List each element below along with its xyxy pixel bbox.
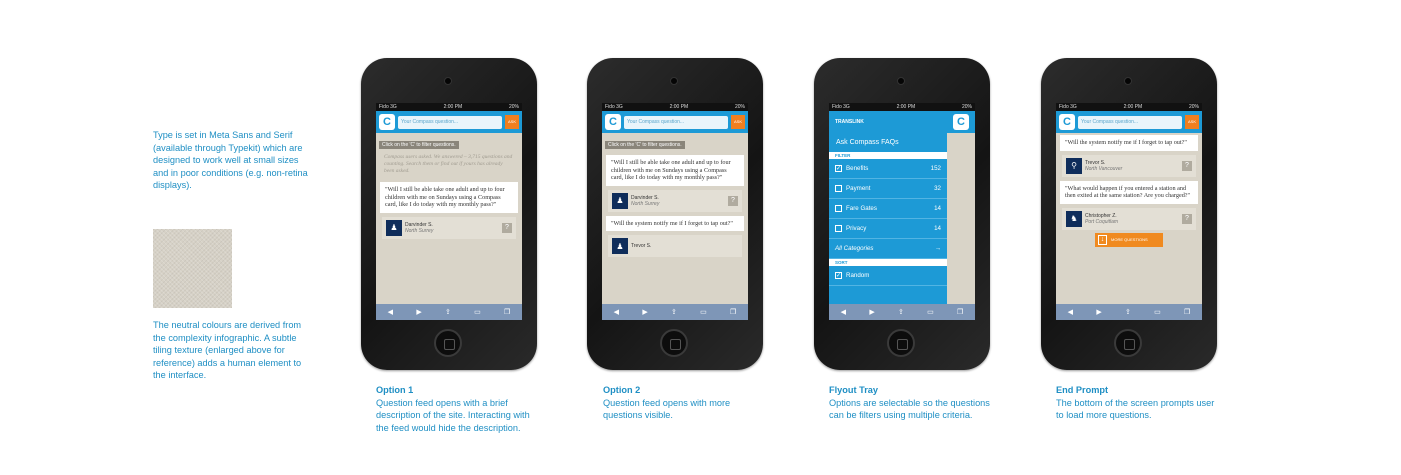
compass-logo-icon[interactable]: C [605, 114, 621, 130]
pedestrian-icon: ♟ [612, 193, 628, 209]
status-bar [602, 103, 748, 111]
tabs-icon[interactable]: ❐ [957, 309, 964, 316]
filter-label: Benefits [846, 165, 869, 172]
caption-line: The bottom of the screen prompts user [1056, 397, 1215, 408]
carrier-text: Fido 3G [832, 104, 850, 110]
asker-location: North Vancouver [1085, 165, 1123, 172]
phone-end-prompt [1041, 58, 1217, 370]
bookmarks-icon[interactable]: ▭ [1154, 309, 1161, 316]
caption-title: Flyout Tray [829, 385, 879, 395]
search-input[interactable]: Your Compass question... [1078, 116, 1182, 129]
note-line: the interface. [153, 370, 207, 381]
caption-title: Option 1 [376, 385, 414, 395]
time-text: 2:00 PM [1123, 104, 1143, 110]
share-icon[interactable]: ⇪ [1124, 309, 1131, 316]
carrier-text: Fido 3G [1059, 104, 1077, 110]
app-header [602, 111, 748, 133]
time-text: 2:00 PM [669, 104, 689, 110]
app-header [376, 111, 522, 133]
phone-flyout-tray [814, 58, 990, 370]
phone-screen [1056, 103, 1202, 320]
time-text: 2:00 PM [443, 104, 463, 110]
checkbox[interactable]: ✓ [836, 273, 842, 279]
asker-name: Darvinder S. [631, 194, 659, 201]
caption-option-1 [376, 384, 576, 434]
status-bar [1056, 103, 1202, 111]
asker-info [608, 190, 742, 212]
phone-screen [829, 103, 975, 320]
carrier-text: Fido 3G [605, 104, 623, 110]
asker-info [608, 235, 742, 257]
texture-swatch [153, 229, 232, 308]
caption-line: the feed would hide the description. [376, 422, 521, 433]
bookmarks-icon[interactable]: ▭ [474, 309, 481, 316]
status-bar [829, 103, 975, 111]
compass-logo-icon[interactable]: C [379, 114, 395, 130]
filter-item-privacy[interactable] [829, 219, 947, 239]
home-button[interactable] [1114, 329, 1142, 357]
app-header-edge [947, 111, 975, 133]
camera-icon [670, 77, 678, 85]
ask-button[interactable]: ASK [1185, 115, 1199, 129]
camera-icon [444, 77, 452, 85]
question-card[interactable]: "Will I still be able take one adult and up to four children with me on Sundays using a Compass card, like I do today with my monthly pass?" [606, 155, 744, 186]
question-card[interactable]: "Will I still be able take one adult and up to four children with me on Sundays using a Compass card, like I do today with my monthly pass?" [380, 182, 518, 213]
question-card[interactable]: "Will the system notify me if I forget to tap out?" [606, 216, 744, 232]
search-input[interactable]: Your Compass question... [398, 116, 502, 129]
forward-icon[interactable]: ▶ [1096, 309, 1102, 316]
time-text: 2:00 PM [896, 104, 916, 110]
search-input[interactable]: Your Compass question... [624, 116, 728, 129]
bicycle-icon: ⚲ [1066, 158, 1082, 174]
site-description: Compass users asked. We answered – 3,715 questions and counting. Search them or find out if yours has already been asked. [384, 154, 513, 174]
note-line: reference) adds a human element to [153, 357, 302, 368]
question-mark-icon[interactable]: ? [1182, 161, 1192, 171]
battery-text: 20% [508, 104, 519, 110]
tray-title: Ask Compass FAQs [836, 139, 899, 146]
question-mark-icon[interactable]: ? [728, 196, 738, 206]
filter-item-fare-gates[interactable] [829, 199, 947, 219]
browser-toolbar [829, 304, 975, 320]
asker-info [382, 217, 516, 239]
sort-heading: SORT [829, 259, 947, 266]
forward-icon[interactable]: ▶ [869, 309, 875, 316]
battery-text: 20% [1188, 104, 1199, 110]
phone-option-1 [361, 58, 537, 370]
status-bar [376, 103, 522, 111]
asker-name: Darvinder S. [405, 221, 433, 228]
browser-toolbar [602, 304, 748, 320]
caption-option-2 [603, 384, 803, 422]
note-line: displays). [153, 180, 192, 191]
sort-label: Random [846, 272, 870, 279]
checkbox[interactable] [835, 205, 842, 212]
filter-label: Privacy [846, 225, 867, 232]
share-icon[interactable]: ⇪ [670, 309, 677, 316]
caption-flyout-tray [829, 384, 1029, 422]
compass-logo-icon[interactable]: C [953, 114, 969, 130]
neutral-colours-note [153, 319, 333, 382]
home-button[interactable] [434, 329, 462, 357]
question-mark-icon[interactable]: ? [502, 223, 512, 233]
asker-info [1062, 208, 1196, 230]
carrier-text: Fido 3G [379, 104, 397, 110]
question-card[interactable]: "Will the system notify me if I forget to tap out?" [1060, 135, 1198, 151]
asker-name: Trevor S. [1085, 159, 1106, 166]
note-line: designed to work well at small sizes [153, 155, 299, 166]
note-line: The neutral colours are derived from [153, 320, 302, 330]
caption-title: Option 2 [603, 385, 641, 395]
arrow-right-icon: → [934, 245, 941, 252]
tabs-icon[interactable]: ❐ [730, 309, 737, 316]
filter-count: 14 [934, 225, 941, 232]
bookmarks-icon[interactable]: ▭ [927, 309, 934, 316]
typeface-note [153, 129, 333, 192]
ask-button[interactable]: ASK [505, 115, 519, 129]
pedestrian-icon: ♟ [612, 238, 628, 254]
note-line: (available through Typekit) which are [153, 142, 303, 153]
question-mark-icon[interactable]: ? [1182, 214, 1192, 224]
more-questions-label: MORE QUESTIONS [1111, 237, 1148, 243]
back-icon[interactable]: ◀ [613, 309, 620, 316]
home-button[interactable] [887, 329, 915, 357]
checkbox[interactable] [835, 225, 842, 232]
tabs-icon[interactable]: ❐ [504, 309, 511, 316]
caption-line: Question feed opens with more [603, 397, 731, 408]
back-icon[interactable]: ◀ [1067, 309, 1074, 316]
battery-text: 20% [961, 104, 972, 110]
tabs-icon[interactable]: ❐ [1184, 309, 1191, 316]
caption-line: Question feed opens with a brief [376, 397, 508, 408]
caption-line: to load more questions. [1056, 410, 1152, 421]
browser-toolbar [376, 304, 522, 320]
asker-name: Trevor S. [631, 243, 652, 250]
filter-item-benefits[interactable] [829, 159, 947, 179]
arrow-down-icon: ↓ [1098, 235, 1107, 245]
asker-name: Christopher Z. [1085, 212, 1117, 219]
compass-logo-icon[interactable]: C [1059, 114, 1075, 130]
filter-count: 152 [930, 165, 941, 172]
caption-title: End Prompt [1056, 385, 1109, 395]
phone-option-2 [587, 58, 763, 370]
asker-info [1062, 155, 1196, 177]
caption-line: can be filters using multiple criteria. [829, 410, 973, 421]
asker-location: North Surrey [405, 227, 434, 234]
filter-count: 32 [934, 185, 941, 192]
sort-item-random[interactable] [829, 266, 947, 286]
camera-icon [1124, 77, 1132, 85]
ask-button[interactable]: ASK [731, 115, 745, 129]
flyout-tray [829, 111, 947, 304]
all-categories-label: All Categories [835, 245, 874, 252]
skater-icon: ♞ [1066, 211, 1082, 227]
home-button[interactable] [660, 329, 688, 357]
share-icon[interactable]: ⇪ [444, 309, 451, 316]
caption-line: questions visible. [603, 410, 673, 421]
note-line: tiling texture (enlarged above for [153, 345, 285, 356]
filter-label: Payment [846, 185, 871, 192]
filter-item-payment[interactable] [829, 179, 947, 199]
bookmarks-icon[interactable]: ▭ [700, 309, 707, 316]
asker-location: Port Coquitlam [1085, 218, 1119, 225]
filter-hint: Click on the 'C' to filter questions. [605, 141, 685, 149]
all-categories-link[interactable] [829, 239, 947, 259]
filter-heading: FILTER [829, 152, 947, 159]
camera-icon [897, 77, 905, 85]
filter-count: 14 [934, 205, 941, 212]
translink-logo: TRANSLINK [835, 119, 864, 125]
caption-line: description of the site. Interacting with [376, 410, 530, 421]
share-icon[interactable]: ⇪ [897, 309, 904, 316]
caption-end-prompt [1056, 384, 1256, 422]
filter-label: Fare Gates [846, 205, 877, 212]
note-line: and in poor conditions (e.g. non-retina [153, 167, 308, 178]
back-icon[interactable]: ◀ [840, 309, 847, 316]
checkbox[interactable]: ✓ [836, 166, 842, 172]
browser-toolbar [1056, 304, 1202, 320]
app-header [1056, 111, 1202, 133]
phone-screen [376, 103, 522, 320]
note-line: the complexity infographic. A subtle [153, 332, 297, 343]
note-line: Type is set in Meta Sans and Serif [153, 130, 293, 140]
asker-location: North Surrey [631, 200, 660, 207]
filter-hint: Click on the 'C' to filter questions. [379, 141, 459, 149]
forward-icon[interactable]: ▶ [642, 309, 648, 316]
checkbox[interactable] [835, 185, 842, 192]
back-icon[interactable]: ◀ [387, 309, 394, 316]
battery-text: 20% [734, 104, 745, 110]
phone-screen [602, 103, 748, 320]
question-card[interactable]: "What would happen if you entered a station and then exited at the same station? Are you charged?" [1060, 181, 1198, 204]
caption-line: Options are selectable so the questions [829, 397, 990, 408]
more-questions-button[interactable] [1095, 233, 1163, 247]
forward-icon[interactable]: ▶ [416, 309, 422, 316]
pedestrian-icon: ♟ [386, 220, 402, 236]
